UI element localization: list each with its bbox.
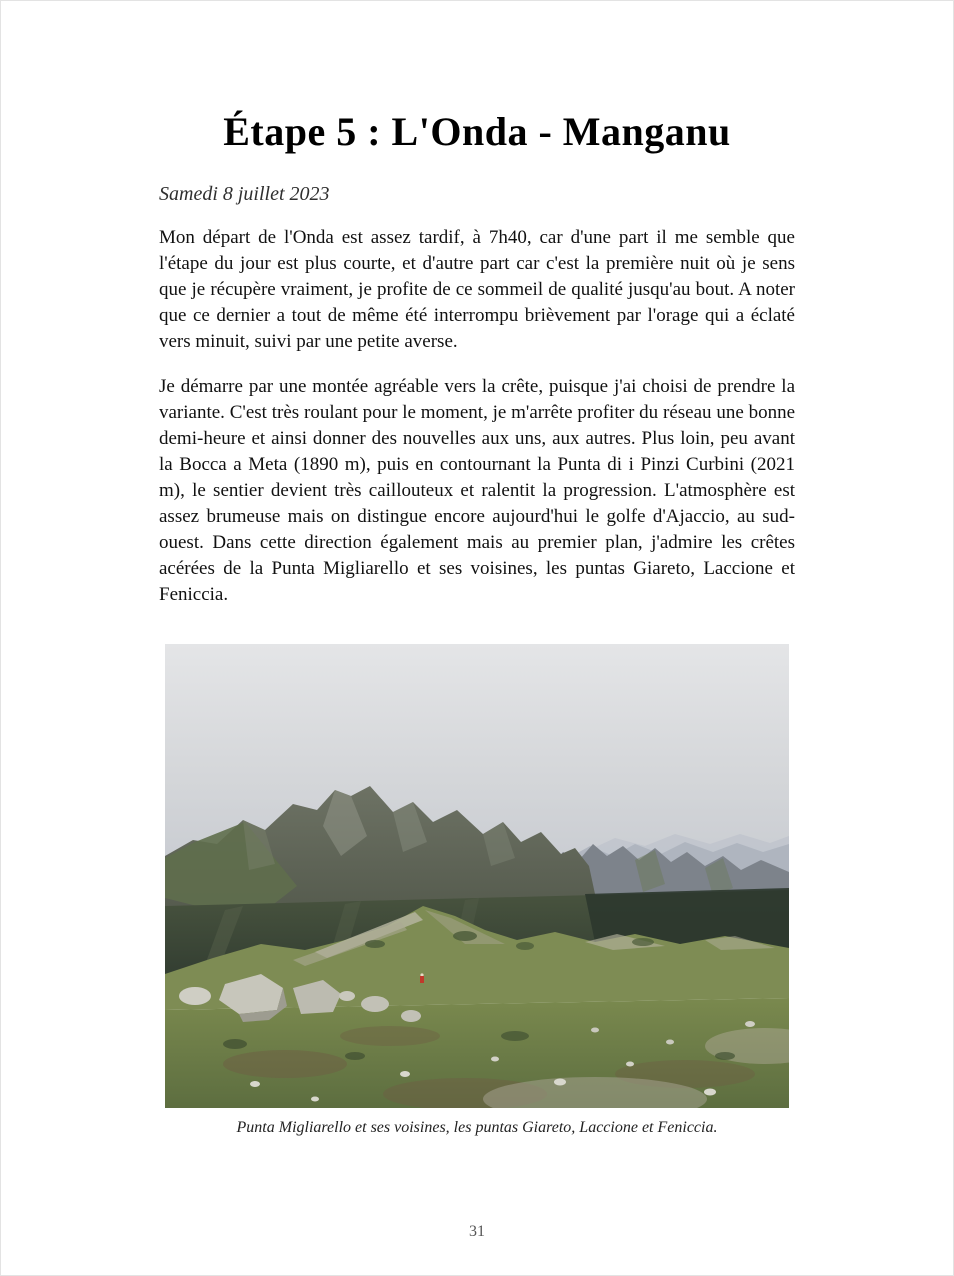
- mountain-photo-svg: [165, 644, 789, 1108]
- page-content: [1, 1, 953, 1139]
- page-title: Étape 5 : L'Onda - Manganu: [223, 109, 731, 154]
- photo-caption: Punta Migliarello et ses voisines, les puntas Giareto, Laccione et Feniccia.: [236, 1119, 718, 1136]
- paragraph-1: Mon départ de l'Onda est assez tardif, à 7h40, car d'une part il me semble que l'étape du jour est plus courte, et d'autre part car c'est la première nuit où je sens que je récupère vraiment, je profite de ce sommeil de qualité jusqu'au bout. A noter que ce dernier a tout de même été interrompu brièvement par l'orage qui a éclaté vers minuit, suivi par une petite averse.: [159, 227, 795, 352]
- paragraph-2: Je démarre par une montée agréable vers la crête, puisque j'ai choisi de prendre la variante. C'est très roulant pour le moment, je m'arrête profiter du réseau une bonne demi-heure et ainsi donner des nouvelles aux uns, aux autres. Plus loin, peu avant la Bocca a Meta (1890 m), puis en contournant la Punta di i Pinzi Curbini (2021 m), le sentier devient très caillouteux et ralentit la progression. L'atmosphère est assez brumeuse mais on distingue encore aujourd'hui le golfe d'Ajaccio, au sud-ouest. Dans cette direction également mais au premier plan, j'admire les crêtes acérées de la Punta Migliarello et ses voisines, les puntas Giareto, Laccione et Feniccia.: [159, 376, 795, 605]
- page-number: 31: [469, 1223, 485, 1240]
- entry-date: Samedi 8 juillet 2023: [159, 183, 330, 205]
- photo-figure: [159, 644, 795, 1139]
- mountain-ridge-photo: [165, 644, 789, 1108]
